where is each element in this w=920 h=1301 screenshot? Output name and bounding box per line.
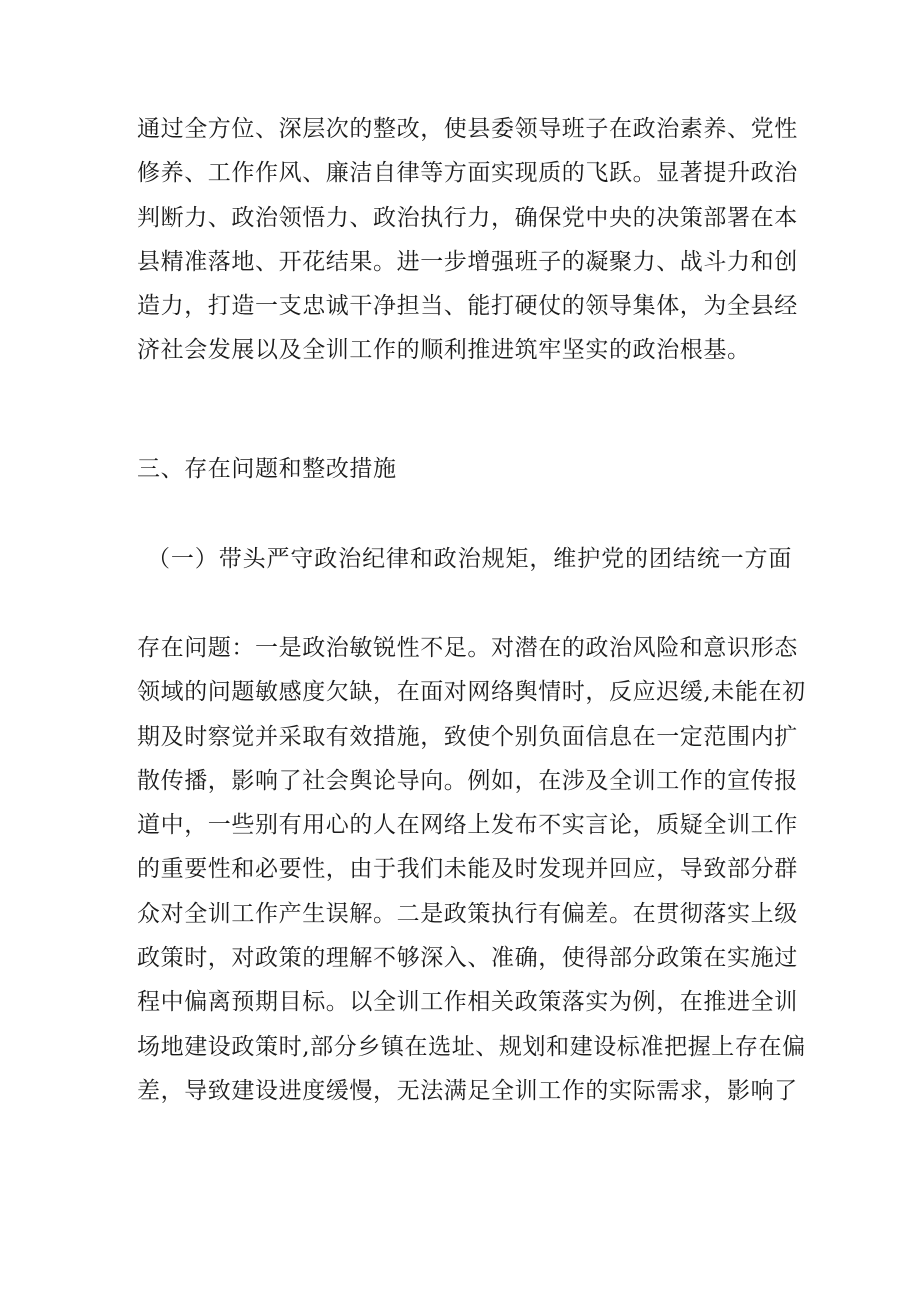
text-line: 差，导致建设进度缓慢，无法满足全训工作的实际需求，影响了 xyxy=(137,1077,798,1104)
text-line: 道中，一些别有用心的人在网络上发布不实言论，质疑全训工作 xyxy=(137,812,798,839)
text-line: 济社会发展以及全训工作的顺利推进筑牢坚实的政治根基。 xyxy=(137,337,751,364)
text-line: 领域的问题敏感度欠缺，在面对网络舆情时，反应迟缓,未能在初 xyxy=(137,679,806,706)
text-line: 众对全训工作产生误解。二是政策执行有偏差。在贯彻落实上级 xyxy=(137,900,798,927)
text-line: 的重要性和必要性，由于我们未能及时发现并回应，导致部分群 xyxy=(137,856,798,883)
subsection-heading: （一）带头严守政治纪律和政治规矩，维护党的团结统一方面 xyxy=(147,546,793,572)
text-line: 修养、工作作风、廉洁自律等方面实现质的飞跃。显著提升政治 xyxy=(137,160,798,187)
text-line: 存在问题：一是政治敏锐性不足。对潜在的政治风险和意识形态 xyxy=(137,635,798,661)
text-line: 程中偏离预期目标。以全训工作相关政策落实为例，在推进全训 xyxy=(137,989,798,1016)
paragraph-rectification-goals xyxy=(137,107,797,373)
text-line: 判断力、政治领悟力、政治执行力，确保党中央的决策部署在本 xyxy=(137,204,798,231)
text-line: 县精准落地、开花结果。进一步增强班子的凝聚力、战斗力和创 xyxy=(137,248,798,275)
text-line: 散传播，影响了社会舆论导向。例如，在涉及全训工作的宣传报 xyxy=(137,767,798,794)
text-line: 期及时察觉并采取有效措施，致使个别负面信息在一定范围内扩 xyxy=(137,723,798,750)
text-line: 通过全方位、深层次的整改，使县委领导班子在政治素养、党性 xyxy=(137,116,798,142)
text-line: 场地建设政策时,部分乡镇在选址、规划和建设标准把握上存在偏 xyxy=(137,1033,806,1060)
paragraph-existing-problems xyxy=(137,626,806,1113)
section-heading: 三、存在问题和整改措施 xyxy=(137,456,397,482)
text-line: 政策时，对政策的理解不够深入、准确，使得部分政策在实施过 xyxy=(137,945,798,972)
text-line: 造力，打造一支忠诚干净担当、能打硬仗的领导集体，为全县经 xyxy=(137,293,798,320)
